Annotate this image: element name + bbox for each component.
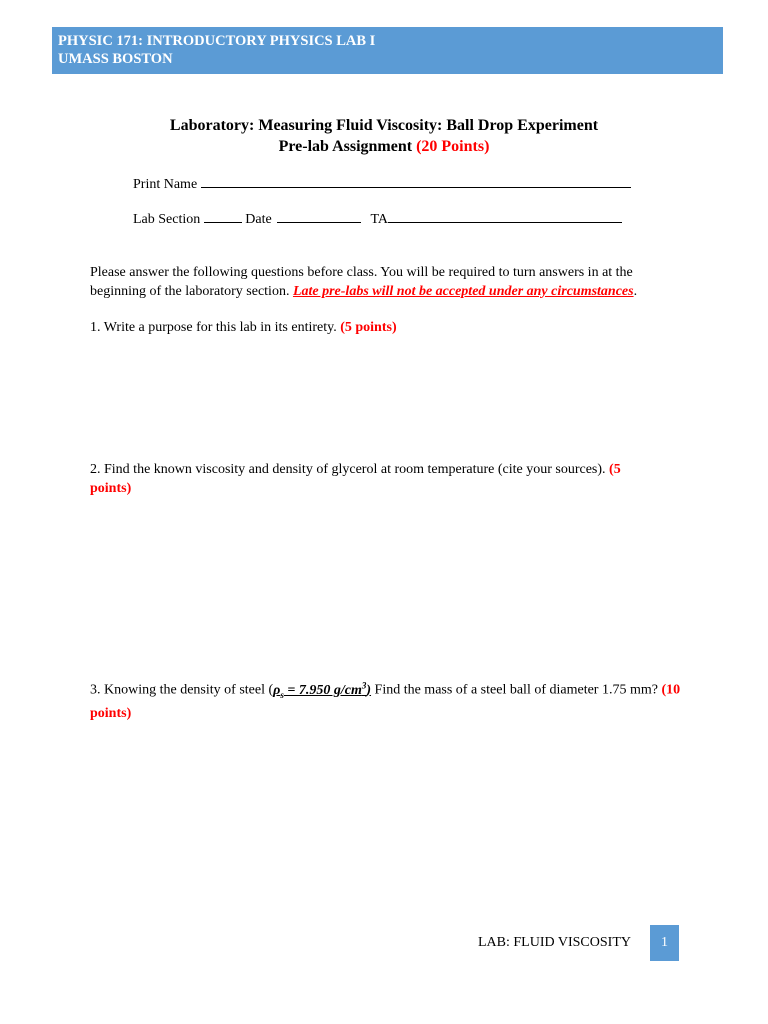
lab-title: Laboratory: Measuring Fluid Viscosity: Ball Drop Experiment <box>169 117 599 134</box>
question-3-text-after: Find the mass of a steel ball of diameter 1.75 mm? <box>371 682 662 698</box>
question-2 <box>90 460 660 498</box>
prelab-label: Pre-lab Assignment <box>278 138 417 155</box>
rho-close-paren: ) <box>366 682 372 698</box>
lab-section-field[interactable] <box>204 210 242 223</box>
school-name: UMASS BOSTON <box>58 51 173 67</box>
page-number: 1 <box>650 925 679 961</box>
question-2-text: 2. Find the known viscosity and density of glycerol at room temperature (cite your sources). <box>90 462 610 477</box>
rho-value: = 7.950 g/cm <box>283 682 362 698</box>
lab-section-label: Lab Section <box>133 212 204 227</box>
late-notice: Late pre-labs will not be accepted under any circumstances <box>292 284 634 299</box>
section-row <box>133 210 622 228</box>
total-points: (20 Points) <box>416 138 490 155</box>
ta-field[interactable] <box>388 210 622 223</box>
rho-subscript: s <box>280 689 284 700</box>
intro-text: Please answer the following questions before class. You will be required to turn answers in at the beginning of the laboratory section. <box>90 265 633 299</box>
question-3 <box>90 676 690 723</box>
print-name-field[interactable] <box>201 175 631 188</box>
intro-end: . <box>633 284 638 299</box>
date-field[interactable] <box>277 210 361 223</box>
footer-label: LAB: FLUID VISCOSITY <box>478 935 631 950</box>
question-2-points: (5 points) <box>90 462 621 496</box>
prelab-subtitle <box>0 136 768 157</box>
course-title: PHYSIC 171: INTRODUCTORY PHYSICS LAB I <box>58 33 376 49</box>
question-3-points: (10 points) <box>90 682 681 722</box>
question-1 <box>90 318 690 337</box>
question-1-text: 1. Write a purpose for this lab in its entirety. <box>90 320 341 335</box>
print-name-row <box>133 175 631 193</box>
intro-paragraph <box>90 263 690 301</box>
ta-label: TA <box>367 212 388 227</box>
date-label: Date <box>241 212 276 227</box>
steel-density-value <box>273 680 372 700</box>
rho-superscript: 3 <box>361 680 367 690</box>
course-header-bar <box>52 27 723 74</box>
rho-symbol: ρ <box>273 682 281 698</box>
question-3-text: 3. Knowing the density of steel ( <box>90 682 274 698</box>
lab-title-block <box>0 115 768 157</box>
print-name-label: Print Name <box>133 177 201 192</box>
question-1-points: (5 points) <box>340 320 397 335</box>
